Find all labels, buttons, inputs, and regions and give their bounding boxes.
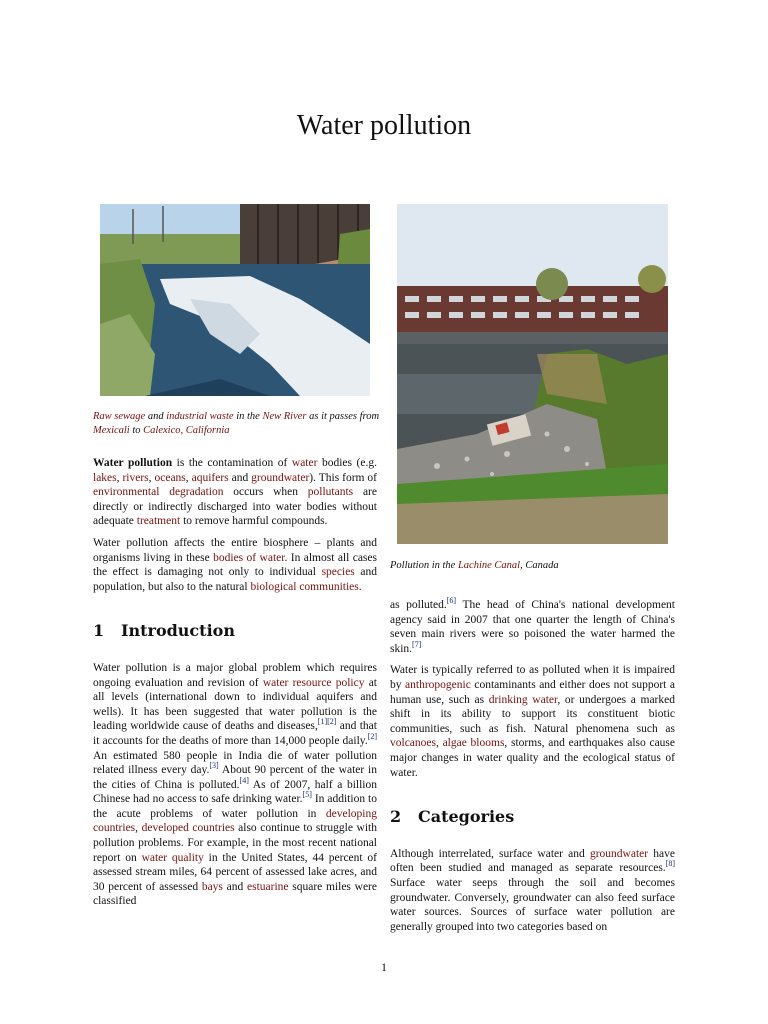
link-water-resource-policy[interactable]: water resource policy (262, 676, 365, 689)
citation[interactable]: [1][2] (317, 717, 337, 727)
caption-link-lachine-canal[interactable]: Lachine Canal (457, 560, 521, 571)
link-bodies-of-water[interactable]: bodies of water (213, 551, 285, 564)
link-species[interactable]: species (321, 566, 355, 579)
page-number: 1 (381, 960, 387, 974)
link-groundwater[interactable]: groundwater (589, 847, 649, 860)
right-column (390, 598, 675, 941)
figure-1-caption: Raw sewage and industrial waste in the New River as it passes from Mexicali to Calexico, California (93, 411, 380, 436)
citation[interactable]: [8] (665, 859, 675, 869)
link-volcanoes[interactable]: volcanoes (390, 737, 436, 750)
figure-2-caption: Pollution in the Lachine Canal, Canada (390, 560, 559, 571)
link-developed-countries[interactable]: developed countries (141, 822, 235, 835)
link-water[interactable]: water (291, 457, 318, 469)
citation[interactable]: [5] (302, 790, 312, 800)
citation[interactable]: [3] (209, 761, 219, 771)
china-paragraph: as polluted.[6] The head of China's national development agency said in 2007 that one quarter the length of China's seven main rivers were so poisoned the water harmed the skin.[7] (390, 596, 675, 655)
citation[interactable]: [2] (367, 732, 377, 742)
caption-link-new-river[interactable]: New River (262, 411, 307, 422)
link-lakes[interactable]: lakes (93, 471, 117, 484)
link-algae-blooms[interactable]: algae blooms (442, 737, 505, 750)
link-bays[interactable]: bays (201, 880, 223, 893)
introduction-paragraph: Water pollution is a major global problem which requires ongoing evaluation and revision of water resource policy at all levels (international down to individual aquifers and wells). It has been suggested that water pollution is the leading worldwide cause of deaths and diseases,[1][2] and that it accounts for the deaths of more than 14,000 people daily.[2] An estimated 580 people in India die of water pollution related illness every day.[3] About 90 percent of the water in the cities of China is polluted.[4] As of 2007, half a billion Chinese had no access to safe drinking water.[5] In addition to the acute problems of water pollution in developing countries, developed countries also continue to struggle with pollution problems. For example, in the most recent national report on water quality in the United States, 44 percent of assessed stream miles, 64 percent of assessed lake acres, and 30 percent of assessed bays and estuarine square miles were classified (93, 661, 377, 908)
caption-link-raw-sewage[interactable]: Raw sewage (93, 411, 146, 422)
link-environmental-degradation[interactable]: environmental degradation (93, 486, 224, 499)
link-rivers[interactable]: rivers (122, 471, 149, 484)
polluted-definition-paragraph: Water is typically referred to as polluted when it is impaired by anthropogenic contaminants and either does not support a human use, such as drinking water, or undergoes a marked shift in its ability to support its constituent biotic communities, such as fish. Natural phenomena such as volcanoes, algae blooms, storms, and earthquakes also cause major changes in water quality and the ecological status of water. (390, 664, 675, 779)
biosphere-paragraph: Water pollution affects the entire biosphere – plants and organisms living in these bodies of water. In almost all cases the effect is damaging not only to individual species and population, but also to the natural biological communities. (93, 536, 378, 593)
link-water-quality[interactable]: water quality (141, 851, 204, 864)
page-title: Water pollution (296, 110, 472, 141)
caption-link-mexicali[interactable]: Mexicali (93, 425, 130, 436)
link-anthropogenic[interactable]: anthropogenic (405, 678, 471, 691)
link-estuarine[interactable]: estuarine (247, 880, 289, 893)
link-drinking-water[interactable]: drinking water (488, 693, 558, 706)
citation[interactable]: [6] (446, 596, 457, 606)
intro-paragraph: Water pollution is the contamination of water bodies (e.g. lakes, rivers, oceans, aquifers and groundwater). This form of environmental degradation occurs when pollutants are directly or indirectly discharged into water bodies without adequate treatment to remove harmful compounds. (93, 457, 377, 528)
link-oceans[interactable]: oceans (154, 471, 186, 484)
link-biological-communities[interactable]: biological communities (250, 580, 359, 593)
lachine-canal-photo (397, 204, 668, 544)
link-groundwater[interactable]: groundwater (251, 471, 310, 484)
link-aquifers[interactable]: aquifers (191, 471, 229, 484)
caption-link-industrial-waste[interactable]: industrial waste (166, 411, 234, 422)
citation[interactable]: [4] (239, 775, 249, 785)
new-river-photo (100, 204, 370, 396)
citation[interactable]: [7] (412, 639, 422, 649)
section-heading-introduction: 1 Introduction (93, 621, 235, 641)
link-pollutants[interactable]: pollutants (307, 486, 354, 499)
categories-paragraph: Although interrelated, surface water and groundwater have often been studied and managed as separate resources.[8] Surface water seeps through the soil and becomes groundwater. Conversely, groundwater can also feed surface water sources. Sources of surface water pollution are generally grouped into two categories based on (390, 847, 675, 933)
left-column (93, 456, 377, 916)
caption-link-calexico[interactable]: Calexico, California (143, 425, 230, 436)
lead-term: Water pollution (93, 457, 173, 469)
link-developing-countries[interactable]: developing countries (93, 807, 377, 835)
section-heading-categories: 2 Categories (390, 807, 515, 827)
link-treatment[interactable]: treatment (136, 515, 181, 528)
